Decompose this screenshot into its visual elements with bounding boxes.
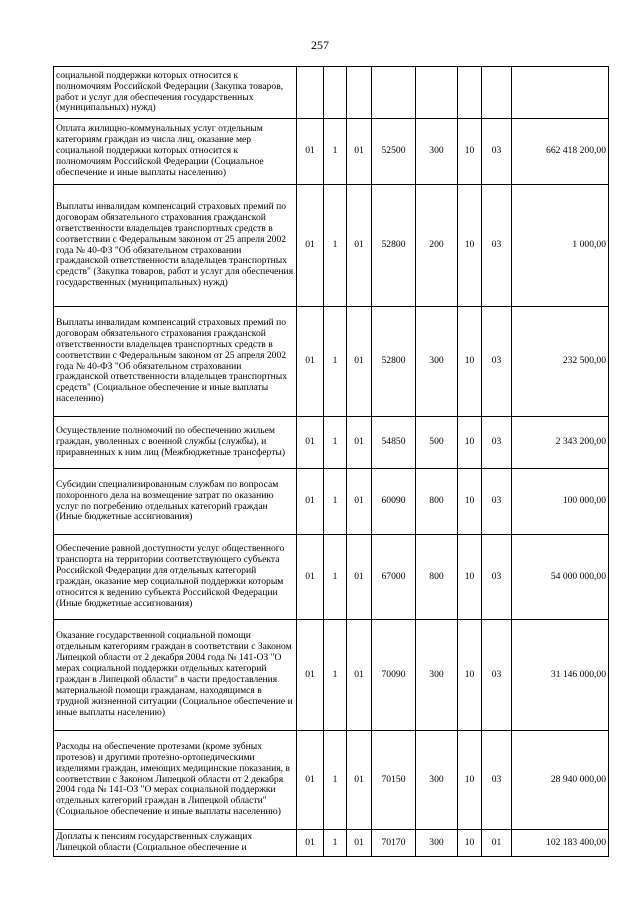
amount-cell: 100 000,00 bbox=[512, 469, 609, 535]
main-activity-code-cell: 01 bbox=[347, 119, 372, 185]
program-code-cell: 01 bbox=[297, 830, 324, 857]
amount-cell: 662 418 200,00 bbox=[512, 119, 609, 185]
section-code-cell: 10 bbox=[458, 185, 482, 307]
direction-code-cell: 54850 bbox=[372, 417, 416, 469]
table-row bbox=[54, 307, 609, 417]
expense-name-cell: Субсидии специализированным службам по вопросам похоронного дела на возмещение затрат по оказанию услуг по погребению отдельных категорий граждан (Иные бюджетные ассигнования) bbox=[54, 469, 297, 535]
amount-cell: 28 940 000,00 bbox=[512, 731, 609, 830]
amount-cell: 102 183 400,00 bbox=[512, 830, 609, 857]
expense-name-cell: Оплата жилищно-коммунальных услуг отдельным категориям граждан из числа лиц, оказание мер социальной поддержки которых относится к полномочиям Российской Федерации (Социальное обеспечение и иные выплаты населению) bbox=[54, 119, 297, 185]
subprogram-code-cell: 1 bbox=[324, 731, 347, 830]
program-code-cell: 01 bbox=[297, 307, 324, 417]
subsection-code-cell bbox=[482, 67, 512, 119]
main-activity-code-cell: 01 bbox=[347, 185, 372, 307]
section-code-cell: 10 bbox=[458, 731, 482, 830]
program-code-cell: 01 bbox=[297, 731, 324, 830]
main-activity-code-cell: 01 bbox=[347, 535, 372, 620]
subsection-code-cell: 03 bbox=[482, 469, 512, 535]
expense-name-cell: Доплаты к пенсиям государственных служащих Липецкой области (Социальное обеспечение и bbox=[54, 830, 297, 857]
direction-code-cell: 52800 bbox=[372, 185, 416, 307]
expense-type-cell: 300 bbox=[416, 830, 458, 857]
page-number: 257 bbox=[311, 38, 329, 52]
expense-type-cell: 300 bbox=[416, 731, 458, 830]
expense-name-cell: Выплаты инвалидам компенсаций страховых премий по договорам обязательного страхования гражданской ответственности владельцев транспортных средств в соответствии с Федеральным законом от 25 апреля 2002 года № 40-ФЗ "Об обязательном страховании гражданской ответственности владельцев транспортных средств" (Социальное обеспечение и иные выплаты населению) bbox=[54, 307, 297, 417]
section-code-cell: 10 bbox=[458, 417, 482, 469]
expense-type-cell: 800 bbox=[416, 535, 458, 620]
amount-cell: 232 500,00 bbox=[512, 307, 609, 417]
expense-type-cell bbox=[416, 67, 458, 119]
subprogram-code-cell: 1 bbox=[324, 620, 347, 731]
budget-table-body bbox=[54, 67, 609, 857]
direction-code-cell: 70150 bbox=[372, 731, 416, 830]
budget-table bbox=[53, 66, 609, 857]
expense-type-cell: 200 bbox=[416, 185, 458, 307]
expense-name-cell: Осуществление полномочий по обеспечению жильем граждан, уволенных с военной службы (службы), и приравненных к ним лиц (Межбюджетные трансферты) bbox=[54, 417, 297, 469]
direction-code-cell: 70090 bbox=[372, 620, 416, 731]
direction-code-cell bbox=[372, 67, 416, 119]
expense-type-cell: 800 bbox=[416, 469, 458, 535]
section-code-cell: 10 bbox=[458, 620, 482, 731]
subprogram-code-cell: 1 bbox=[324, 469, 347, 535]
amount-cell: 31 146 000,00 bbox=[512, 620, 609, 731]
section-code-cell: 10 bbox=[458, 469, 482, 535]
program-code-cell: 01 bbox=[297, 119, 324, 185]
expense-name-cell: социальной поддержки которых относится к полномочиям Российской Федерации (Закупка товаров, работ и услуг для обеспечения государственных (муниципальных) нужд) bbox=[54, 67, 297, 119]
subprogram-code-cell: 1 bbox=[324, 119, 347, 185]
table-row bbox=[54, 830, 609, 857]
subsection-code-cell: 03 bbox=[482, 307, 512, 417]
section-code-cell: 10 bbox=[458, 119, 482, 185]
table-row bbox=[54, 417, 609, 469]
amount-cell: 2 343 200,00 bbox=[512, 417, 609, 469]
subsection-code-cell: 03 bbox=[482, 185, 512, 307]
section-code-cell: 10 bbox=[458, 535, 482, 620]
program-code-cell: 01 bbox=[297, 185, 324, 307]
expense-name-cell: Расходы на обеспечение протезами (кроме зубных протезов) и другими протезно-ортопедическими изделиями граждан, имеющих медицинские показания, в соответствии с Законом Липецкой области от 2 декабря 2004 года № 141-ОЗ "О мерах социальной поддержки отдельных категорий граждан в Липецкой области" (Социальное обеспечение и иные выплаты населению) bbox=[54, 731, 297, 830]
section-code-cell bbox=[458, 67, 482, 119]
main-activity-code-cell: 01 bbox=[347, 469, 372, 535]
subprogram-code-cell: 1 bbox=[324, 830, 347, 857]
expense-type-cell: 300 bbox=[416, 119, 458, 185]
main-activity-code-cell: 01 bbox=[347, 620, 372, 731]
main-activity-code-cell bbox=[347, 67, 372, 119]
program-code-cell: 01 bbox=[297, 417, 324, 469]
section-code-cell: 10 bbox=[458, 830, 482, 857]
expense-name-cell: Оказание государственной социальной помощи отдельным категориям граждан в соответствии с Законом Липецкой области от 2 декабря 2004 года № 141-ОЗ "О мерах социальной поддержки отдельных категорий граждан в Липецкой области" в части предоставления материальной помощи гражданам, находящимся в трудной жизненной ситуации (Социальное обеспечение и иные выплаты населению) bbox=[54, 620, 297, 731]
amount-cell bbox=[512, 67, 609, 119]
subprogram-code-cell bbox=[324, 67, 347, 119]
subsection-code-cell: 03 bbox=[482, 417, 512, 469]
table-row bbox=[54, 119, 609, 185]
amount-cell: 54 000 000,00 bbox=[512, 535, 609, 620]
direction-code-cell: 60090 bbox=[372, 469, 416, 535]
main-activity-code-cell: 01 bbox=[347, 731, 372, 830]
program-code-cell bbox=[297, 67, 324, 119]
table-row bbox=[54, 535, 609, 620]
direction-code-cell: 52800 bbox=[372, 307, 416, 417]
expense-type-cell: 300 bbox=[416, 307, 458, 417]
subsection-code-cell: 03 bbox=[482, 731, 512, 830]
program-code-cell: 01 bbox=[297, 620, 324, 731]
expense-type-cell: 500 bbox=[416, 417, 458, 469]
subsection-code-cell: 01 bbox=[482, 830, 512, 857]
subsection-code-cell: 03 bbox=[482, 535, 512, 620]
subprogram-code-cell: 1 bbox=[324, 307, 347, 417]
main-activity-code-cell: 01 bbox=[347, 830, 372, 857]
subsection-code-cell: 03 bbox=[482, 119, 512, 185]
direction-code-cell: 70170 bbox=[372, 830, 416, 857]
main-activity-code-cell: 01 bbox=[347, 417, 372, 469]
subsection-code-cell: 03 bbox=[482, 620, 512, 731]
direction-code-cell: 67000 bbox=[372, 535, 416, 620]
table-row bbox=[54, 185, 609, 307]
subprogram-code-cell: 1 bbox=[324, 417, 347, 469]
direction-code-cell: 52500 bbox=[372, 119, 416, 185]
expense-name-cell: Выплаты инвалидам компенсаций страховых премий по договорам обязательного страхования гражданской ответственности владельцев транспортных средств в соответствии с Федеральным законом от 25 апреля 2002 года № 40-ФЗ "Об обязательном страховании гражданской ответственности владельцев транспортных средств" (Закупка товаров, работ и услуг для обеспечения государственных (муниципальных) нужд) bbox=[54, 185, 297, 307]
program-code-cell: 01 bbox=[297, 469, 324, 535]
table-row bbox=[54, 620, 609, 731]
subprogram-code-cell: 1 bbox=[324, 185, 347, 307]
table-row bbox=[54, 731, 609, 830]
expense-name-cell: Обеспечение равной доступности услуг общественного транспорта на территории соответствующего субъекта Российской Федерации для отдельных категорий граждан, оказание мер социальной поддержки которым относится к ведению субъекта Российской Федерации (Иные бюджетные ассигнования) bbox=[54, 535, 297, 620]
expense-type-cell: 300 bbox=[416, 620, 458, 731]
table-row bbox=[54, 67, 609, 119]
program-code-cell: 01 bbox=[297, 535, 324, 620]
main-activity-code-cell: 01 bbox=[347, 307, 372, 417]
amount-cell: 1 000,00 bbox=[512, 185, 609, 307]
section-code-cell: 10 bbox=[458, 307, 482, 417]
subprogram-code-cell: 1 bbox=[324, 535, 347, 620]
table-row bbox=[54, 469, 609, 535]
